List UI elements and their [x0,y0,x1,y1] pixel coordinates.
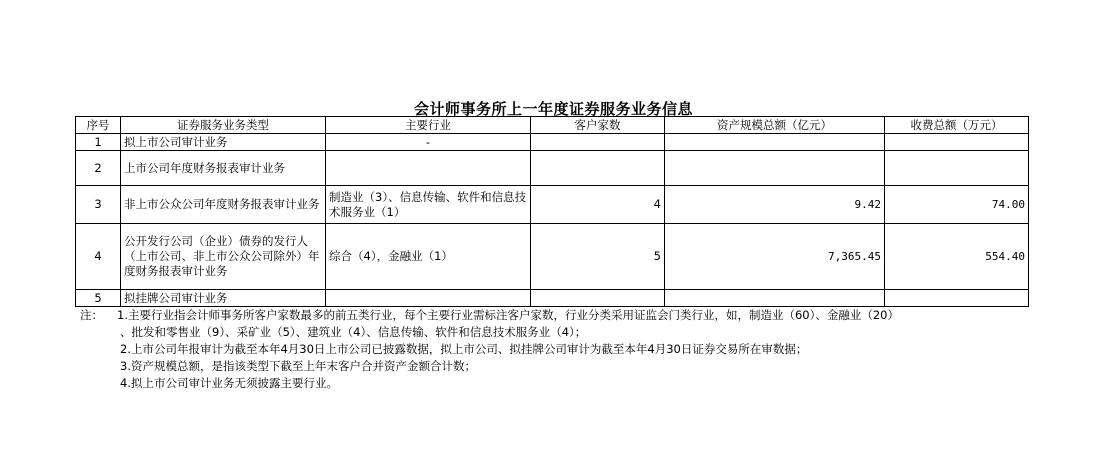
cell-asset-total: 9.42 [665,186,885,224]
header-business-type: 证券服务业务类型 [121,117,326,134]
cell-no: 1 [76,134,121,151]
cell-business-type: 公开发行公司（企业）债券的发行人（上市公司、非上市公众公司除外）年度财务报表审计业务 [121,224,326,290]
table-row [76,224,1029,290]
cell-fee-total [885,151,1029,186]
cell-fee-total: 554.40 [885,224,1029,290]
table-row [76,186,1029,224]
cell-business-type: 非上市公众公司年度财务报表审计业务 [121,186,326,224]
cell-client-count [531,290,665,307]
header-no: 序号 [76,117,121,134]
table-row [76,134,1029,151]
cell-asset-total [665,134,885,151]
cell-client-count [531,151,665,186]
note-line: 2.上市公司年报审计为截至本年4月30日上市公司已披露数据，拟上市公司、拟挂牌公司审计为截至本年4月30日证券交易所在审数据； [120,342,808,356]
cell-main-industry: - [326,134,531,151]
notes-label: 注： [80,308,103,322]
cell-fee-total [885,290,1029,307]
table-header-row [76,117,1029,134]
cell-asset-total: 7,365.45 [665,224,885,290]
cell-asset-total [665,151,885,186]
cell-no: 5 [76,290,121,307]
cell-client-count [531,134,665,151]
cell-main-industry: 综合（4），金融业（1） [326,224,531,290]
page-title: 会计师事务所上一年度证券服务业务信息 [413,100,693,118]
header-asset-total: 资产规模总额（亿元） [665,117,885,134]
cell-asset-total [665,290,885,307]
cell-main-industry: 制造业（3）、信息传输、软件和信息技术服务业（1） [326,186,531,224]
table-row [76,151,1029,186]
header-main-industry: 主要行业 [326,117,531,134]
cell-business-type: 上市公司年度财务报表审计业务 [121,151,326,186]
securities-business-table [75,116,1029,307]
cell-business-type: 拟上市公司审计业务 [121,134,326,151]
table-row [76,290,1029,307]
cell-fee-total [885,134,1029,151]
cell-no: 3 [76,186,121,224]
cell-no: 4 [76,224,121,290]
cell-main-industry [326,290,531,307]
note-line: 、批发和零售业（9）、采矿业（5）、建筑业（4）、信息传输、软件和信息技术服务业（4）； [120,325,587,339]
cell-fee-total: 74.00 [885,186,1029,224]
header-client-count: 客户家数 [531,117,665,134]
cell-main-industry [326,151,531,186]
cell-client-count: 4 [531,186,665,224]
note-line: 4.拟上市公司审计业务无须披露主要行业。 [120,376,338,390]
cell-no: 2 [76,151,121,186]
cell-client-count: 5 [531,224,665,290]
note-line: 1.主要行业指会计师事务所客户家数最多的前五类行业，每个主要行业需标注客户家数，行业分类采用证监会门类行业，如，制造业（60）、金融业（20） [117,308,899,322]
note-line: 3.资产规模总额，是指该类型下截至上年末客户合并资产金额合计数； [120,359,476,373]
header-fee-total: 收费总额（万元） [885,117,1029,134]
cell-business-type: 拟挂牌公司审计业务 [121,290,326,307]
